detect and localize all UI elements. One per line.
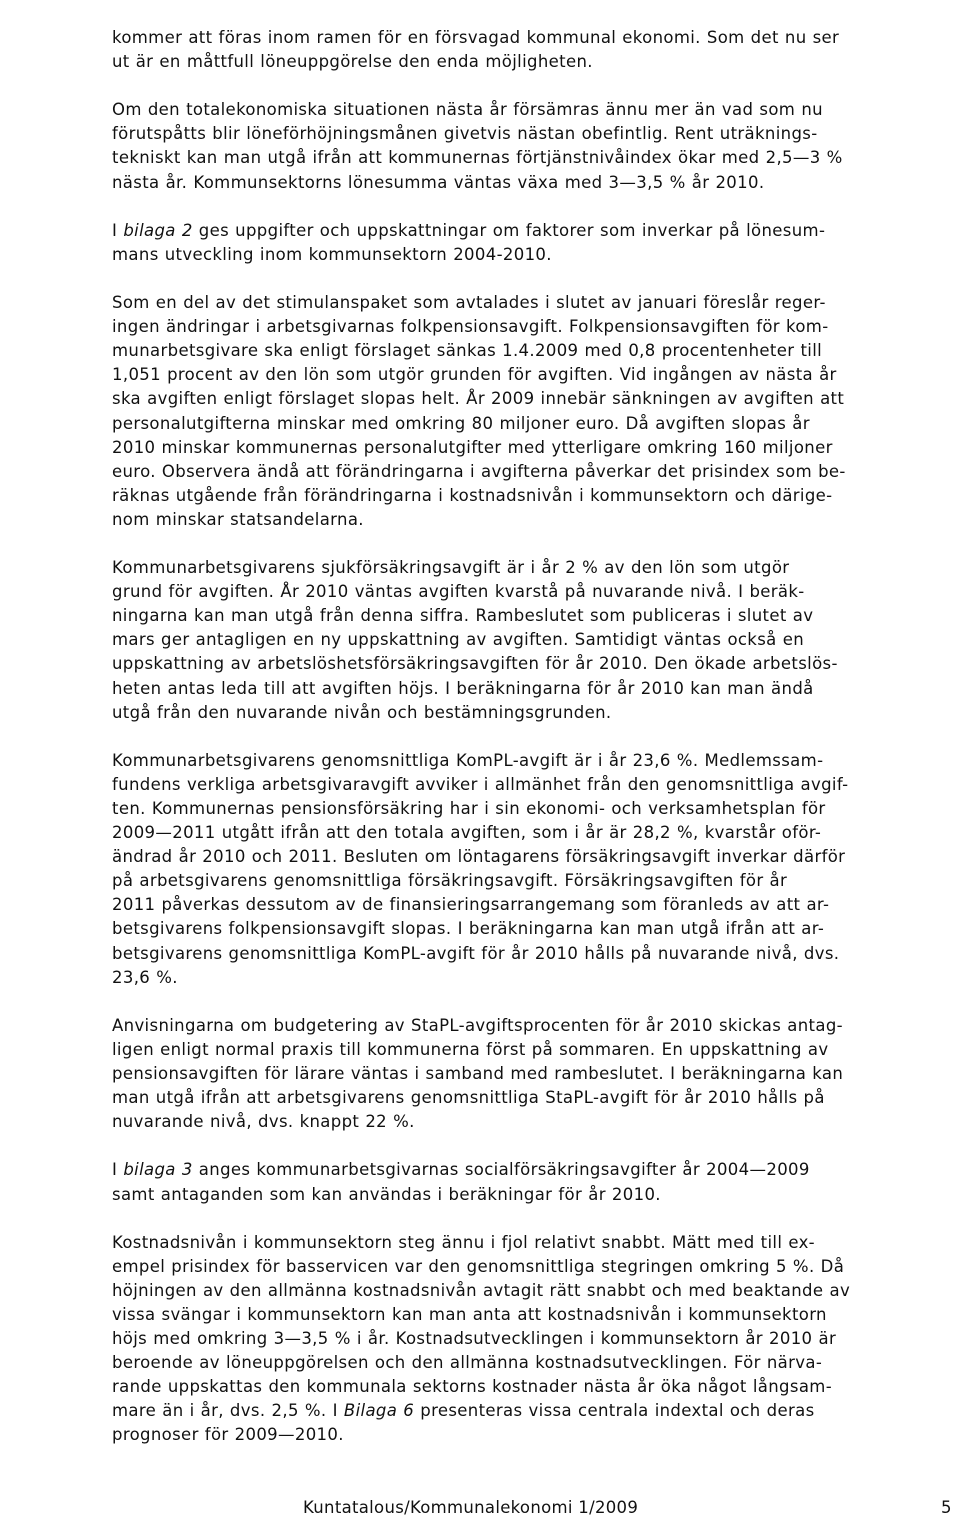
text-line <box>112 942 958 966</box>
text-line <box>112 677 958 701</box>
line-text: empel prisindex för basservicen var den genomsnittliga stegringen omkring 5 %. Då <box>112 1256 845 1276</box>
text-line <box>112 628 958 652</box>
text-line <box>112 387 958 411</box>
text-line <box>112 171 958 195</box>
document-body <box>112 26 958 1448</box>
line-text: höjs med omkring 3—3,5 % i år. Kostnadsutvecklingen i kommunsektorn år 2010 är <box>112 1329 837 1349</box>
paragraph <box>112 1231 958 1448</box>
text-line <box>112 580 958 604</box>
paragraph <box>112 26 958 74</box>
line-text: presenteras vissa centrala indextal och deras <box>414 1401 815 1421</box>
line-text: mars ger antagligen en ny uppskattning av avgiften. Samtidigt väntas också en <box>112 630 805 650</box>
line-text: tekniskt kan man utgå ifrån att kommunernas förtjänstnivåindex ökar med 2,5—3 % <box>112 148 843 168</box>
line-text: mare än i år, dvs. 2,5 %. I <box>112 1401 344 1421</box>
line-text: räknas utgående från förändringarna i kostnadsnivån i kommunsektorn och därige- <box>112 485 833 505</box>
text-line <box>112 1158 958 1182</box>
line-text: heten antas leda till att avgiften höjs. I beräkningarna för år 2010 kan man ändå <box>112 678 814 698</box>
text-line <box>112 1327 958 1351</box>
line-text: Som en del av det stimulanspaket som avtalades i slutet av januari föreslår reger- <box>112 293 826 313</box>
line-text: rande uppskattas den kommunala sektorns kostnader nästa år öka något långsam- <box>112 1377 833 1397</box>
line-text: ges uppgifter och uppskattningar om faktorer som inverkar på lönesum- <box>192 220 826 240</box>
text-line <box>112 1110 958 1134</box>
line-text: 23,6 %. <box>112 967 178 987</box>
text-line <box>112 122 958 146</box>
line-text: betsgivarens genomsnittliga KomPL-avgift för år 2010 hålls på nuvarande nivå, dvs. <box>112 943 840 963</box>
line-text: Kommunarbetsgivarens sjukförsäkringsavgift är i år 2 % av den lön som utgör <box>112 558 790 578</box>
text-line <box>112 797 958 821</box>
reference-italic: Bilaga 6 <box>343 1401 415 1421</box>
text-line <box>112 893 958 917</box>
text-line <box>112 1351 958 1375</box>
line-text: höjningen av den allmänna kostnadsnivån avtagit rätt snabbt och med beaktande av <box>112 1280 851 1300</box>
line-text: beroende av löneuppgörelsen och den allmänna kostnadsutvecklingen. För närva- <box>112 1353 823 1373</box>
text-line <box>112 146 958 170</box>
reference-italic: bilaga 2 <box>123 220 193 240</box>
line-text: 2009—2011 utgått ifrån att den totala avgiften, som i år är 28,2 %, kvarstår oför- <box>112 823 822 843</box>
line-text: vissa svängar i kommunsektorn kan man anta att kostnadsnivån i kommunsektorn <box>112 1304 827 1324</box>
line-text: prognoser för 2009—2010. <box>112 1425 344 1445</box>
line-text: nästa år. Kommunsektorns lönesumma väntas växa med 3—3,5 % år 2010. <box>112 172 765 192</box>
page-footer <box>0 1497 960 1519</box>
line-text: 2010 minskar kommunernas personalutgifter med ytterligare omkring 160 miljoner <box>112 437 833 457</box>
text-line <box>112 773 958 797</box>
paragraph <box>112 219 958 267</box>
line-text: ningarna kan man utgå från denna siffra. Rambeslutet som publiceras i slutet av <box>112 606 814 626</box>
line-text: uppskattning av arbetslöshetsförsäkringsavgiften för år 2010. Den ökade arbetslös- <box>112 654 838 674</box>
page-number: 5 <box>941 1498 952 1517</box>
text-line <box>112 1062 958 1086</box>
line-text: nom minskar statsandelarna. <box>112 509 364 529</box>
line-text: samt antaganden som kan användas i beräkningar för år 2010. <box>112 1184 661 1204</box>
text-line <box>112 508 958 532</box>
text-line <box>112 917 958 941</box>
text-line <box>112 26 958 50</box>
paragraph <box>112 749 958 990</box>
text-line <box>112 1255 958 1279</box>
line-text: ingen ändringar i arbetsgivarnas folkpensionsavgift. Folkpensionsavgiften för kom- <box>112 317 829 337</box>
text-line <box>112 219 958 243</box>
line-text: mans utveckling inom kommunsektorn 2004-2010. <box>112 244 552 264</box>
text-line <box>112 291 958 315</box>
line-text: förutspåtts blir löneförhöjningsmånen givetvis nästan obefintlig. Rent uträknings- <box>112 124 818 144</box>
text-line <box>112 484 958 508</box>
line-text: Kostnadsnivån i kommunsektorn steg ännu i fjol relativt snabbt. Mätt med till ex- <box>112 1232 815 1252</box>
line-text: betsgivarens folkpensionsavgift slopas. I beräkningarna kan man utgå ifrån att ar- <box>112 919 825 939</box>
text-line <box>112 556 958 580</box>
text-line <box>112 339 958 363</box>
text-line <box>112 1183 958 1207</box>
footer-publication: Kuntatalous/Kommunalekonomi 1/2009 <box>303 1498 639 1517</box>
paragraph <box>112 1158 958 1206</box>
line-text: nuvarande nivå, dvs. knappt 22 %. <box>112 1112 415 1132</box>
line-text: Anvisningarna om budgetering av StaPL-avgiftsprocenten för år 2010 skickas antag- <box>112 1015 843 1035</box>
text-line <box>112 243 958 267</box>
text-line <box>112 1038 958 1062</box>
text-line <box>112 1231 958 1255</box>
line-text: kommer att föras inom ramen för en försvagad kommunal ekonomi. Som det nu ser <box>112 28 840 47</box>
text-line <box>112 652 958 676</box>
line-text: ska avgiften enligt förslaget slopas helt. År 2009 innebär sänkningen av avgiften att <box>112 389 845 409</box>
line-text: Kommunarbetsgivarens genomsnittliga KomPL-avgift är i år 23,6 %. Medlemssam- <box>112 750 824 770</box>
text-line <box>112 1303 958 1327</box>
text-line <box>112 315 958 339</box>
text-line <box>112 1423 958 1447</box>
text-line <box>112 1399 958 1423</box>
text-line <box>112 436 958 460</box>
line-text: personalutgifterna minskar med omkring 80 miljoner euro. Då avgiften slopas år <box>112 413 810 433</box>
text-line <box>112 1279 958 1303</box>
text-line <box>112 966 958 990</box>
reference-italic: bilaga 3 <box>123 1160 193 1180</box>
text-line <box>112 1014 958 1038</box>
line-text: ten. Kommunernas pensionsförsäkring har i sin ekonomi- och verksamhetsplan för <box>112 799 826 818</box>
paragraph <box>112 556 958 725</box>
line-text: ändrad år 2010 och 2011. Besluten om löntagarens försäkringsavgift inverkar därför <box>112 847 846 867</box>
text-line <box>112 98 958 122</box>
line-text: grund för avgiften. År 2010 väntas avgiften kvarstå på nuvarande nivå. I beräk- <box>112 582 805 602</box>
text-line <box>112 701 958 725</box>
line-text: munarbetsgivare ska enligt förslaget sänkas 1.4.2009 med 0,8 procentenheter till <box>112 341 823 361</box>
line-text: utgå från den nuvarande nivån och bestämningsgrunden. <box>112 702 612 722</box>
paragraph <box>112 98 958 194</box>
text-line <box>112 50 958 74</box>
paragraph <box>112 291 958 532</box>
line-text: euro. Observera ändå att förändringarna i avgifterna påverkar det prisindex som be- <box>112 461 846 481</box>
text-line <box>112 869 958 893</box>
text-line <box>112 412 958 436</box>
text-line <box>112 821 958 845</box>
line-text: ligen enligt normal praxis till kommunerna först på sommaren. En uppskattning av <box>112 1039 829 1059</box>
line-text: I <box>112 1160 124 1180</box>
line-text: ut är en måttfull löneuppgörelse den enda möjligheten. <box>112 52 593 72</box>
paragraph <box>112 1014 958 1134</box>
text-line <box>112 845 958 869</box>
line-text: I <box>112 220 124 240</box>
text-line <box>112 604 958 628</box>
line-text: pensionsavgiften för lärare väntas i samband med rambeslutet. I beräkningarna kan <box>112 1064 844 1084</box>
text-line <box>112 749 958 773</box>
text-line <box>112 1086 958 1110</box>
line-text: Om den totalekonomiska situationen nästa år försämras ännu mer än vad som nu <box>112 100 823 120</box>
text-line <box>112 363 958 387</box>
text-line <box>112 1375 958 1399</box>
text-line <box>112 460 958 484</box>
line-text: anges kommunarbetsgivarnas socialförsäkringsavgifter år 2004—2009 <box>192 1160 810 1180</box>
line-text: 1,051 procent av den lön som utgör grunden för avgiften. Vid ingången av nästa år <box>112 365 837 385</box>
line-text: fundens verkliga arbetsgivaravgift avviker i allmänhet från den genomsnittliga avgif- <box>112 774 849 794</box>
line-text: 2011 påverkas dessutom av de finansieringsarrangemang som föranleds av att ar- <box>112 895 830 915</box>
line-text: man utgå ifrån att arbetsgivarens genomsnittliga StaPL-avgift för år 2010 hålls på <box>112 1088 825 1108</box>
line-text: på arbetsgivarens genomsnittliga försäkringsavgift. Försäkringsavgiften för år <box>112 871 788 891</box>
